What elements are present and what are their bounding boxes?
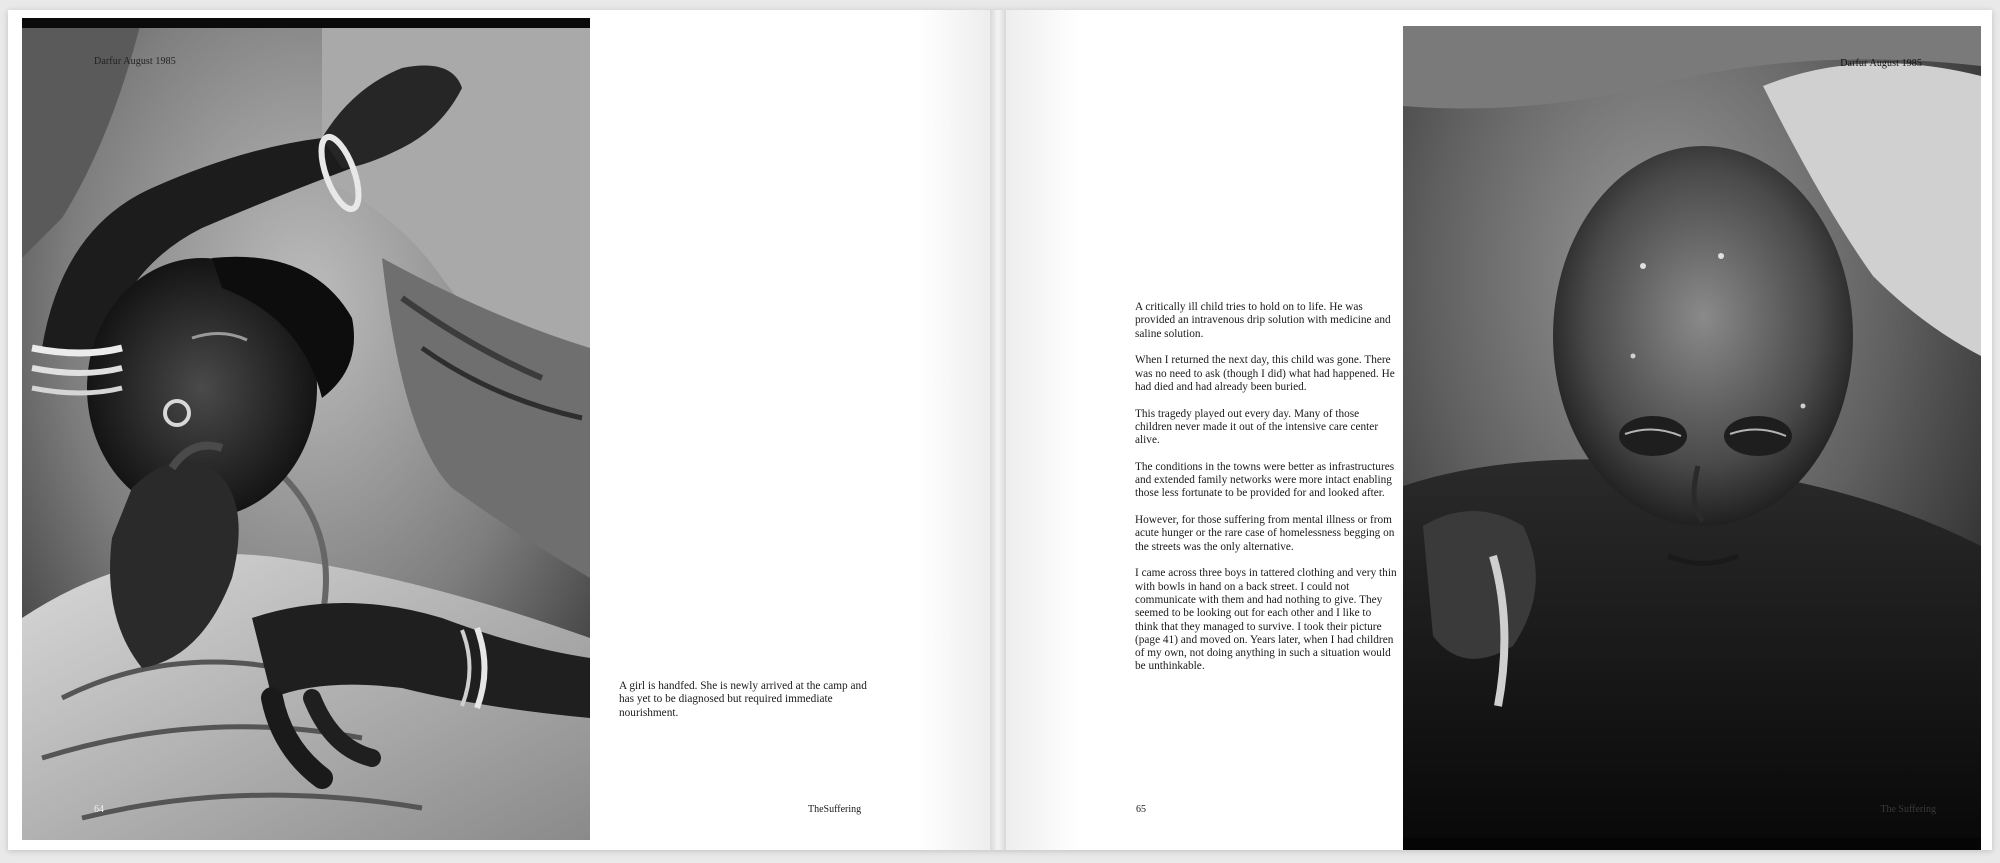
- running-head: Darfur August 1985: [1840, 58, 1922, 69]
- photo-girl-being-handfed: [22, 18, 590, 840]
- photo-caption: A girl is handfed. She is newly arrived at the camp and has yet to be diagnosed but required immediate nourishment.: [619, 680, 867, 719]
- paragraph: A critically ill child tries to hold on to life. He was provided an intravenous drip solution with medicine and saline solution.: [1135, 301, 1391, 340]
- section-title: The Suffering: [1880, 804, 1936, 815]
- paragraph: The conditions in the towns were better as infrastructures and extended family networks were more intact enabling those less fortunate to be provided for and looked after.: [1135, 460, 1395, 500]
- photo-child-image: [1403, 26, 1981, 850]
- right-page: [1000, 10, 1992, 850]
- paragraph: When I returned the next day, this child was gone. There was no need to ask (though I did) what had happened. He had died and had already been buried.: [1135, 354, 1395, 393]
- page-number: 65: [1136, 804, 1146, 815]
- body-text: [1135, 301, 1397, 687]
- photo-critically-ill-child: [1403, 26, 1981, 850]
- paragraph: I came across three boys in tattered clothing and very thin with bowls in hand on a back street. I could not communicate with them and had nothing to give. They seemed to be looking out for each other and I like to think that they managed to survive. I took their picture (page 41) and moved on. Years later, when I had children of my own, not doing anything in such a situation would be unthinkable.: [1135, 567, 1397, 673]
- book-gutter: [990, 10, 1006, 850]
- paragraph: This tragedy played out every day. Many of those children never made it out of the intensive care center alive.: [1135, 407, 1379, 447]
- photo-girl-image: [22, 18, 590, 840]
- running-head: Darfur August 1985: [94, 56, 176, 67]
- paragraph: However, for those suffering from mental illness or from acute hunger or the rare case of homelessness begging on the streets was the only alternative.: [1135, 514, 1395, 553]
- book-spread: [8, 10, 1992, 850]
- left-page: [8, 10, 996, 850]
- page-number: 64: [94, 804, 104, 815]
- section-title: TheSuffering: [808, 804, 862, 815]
